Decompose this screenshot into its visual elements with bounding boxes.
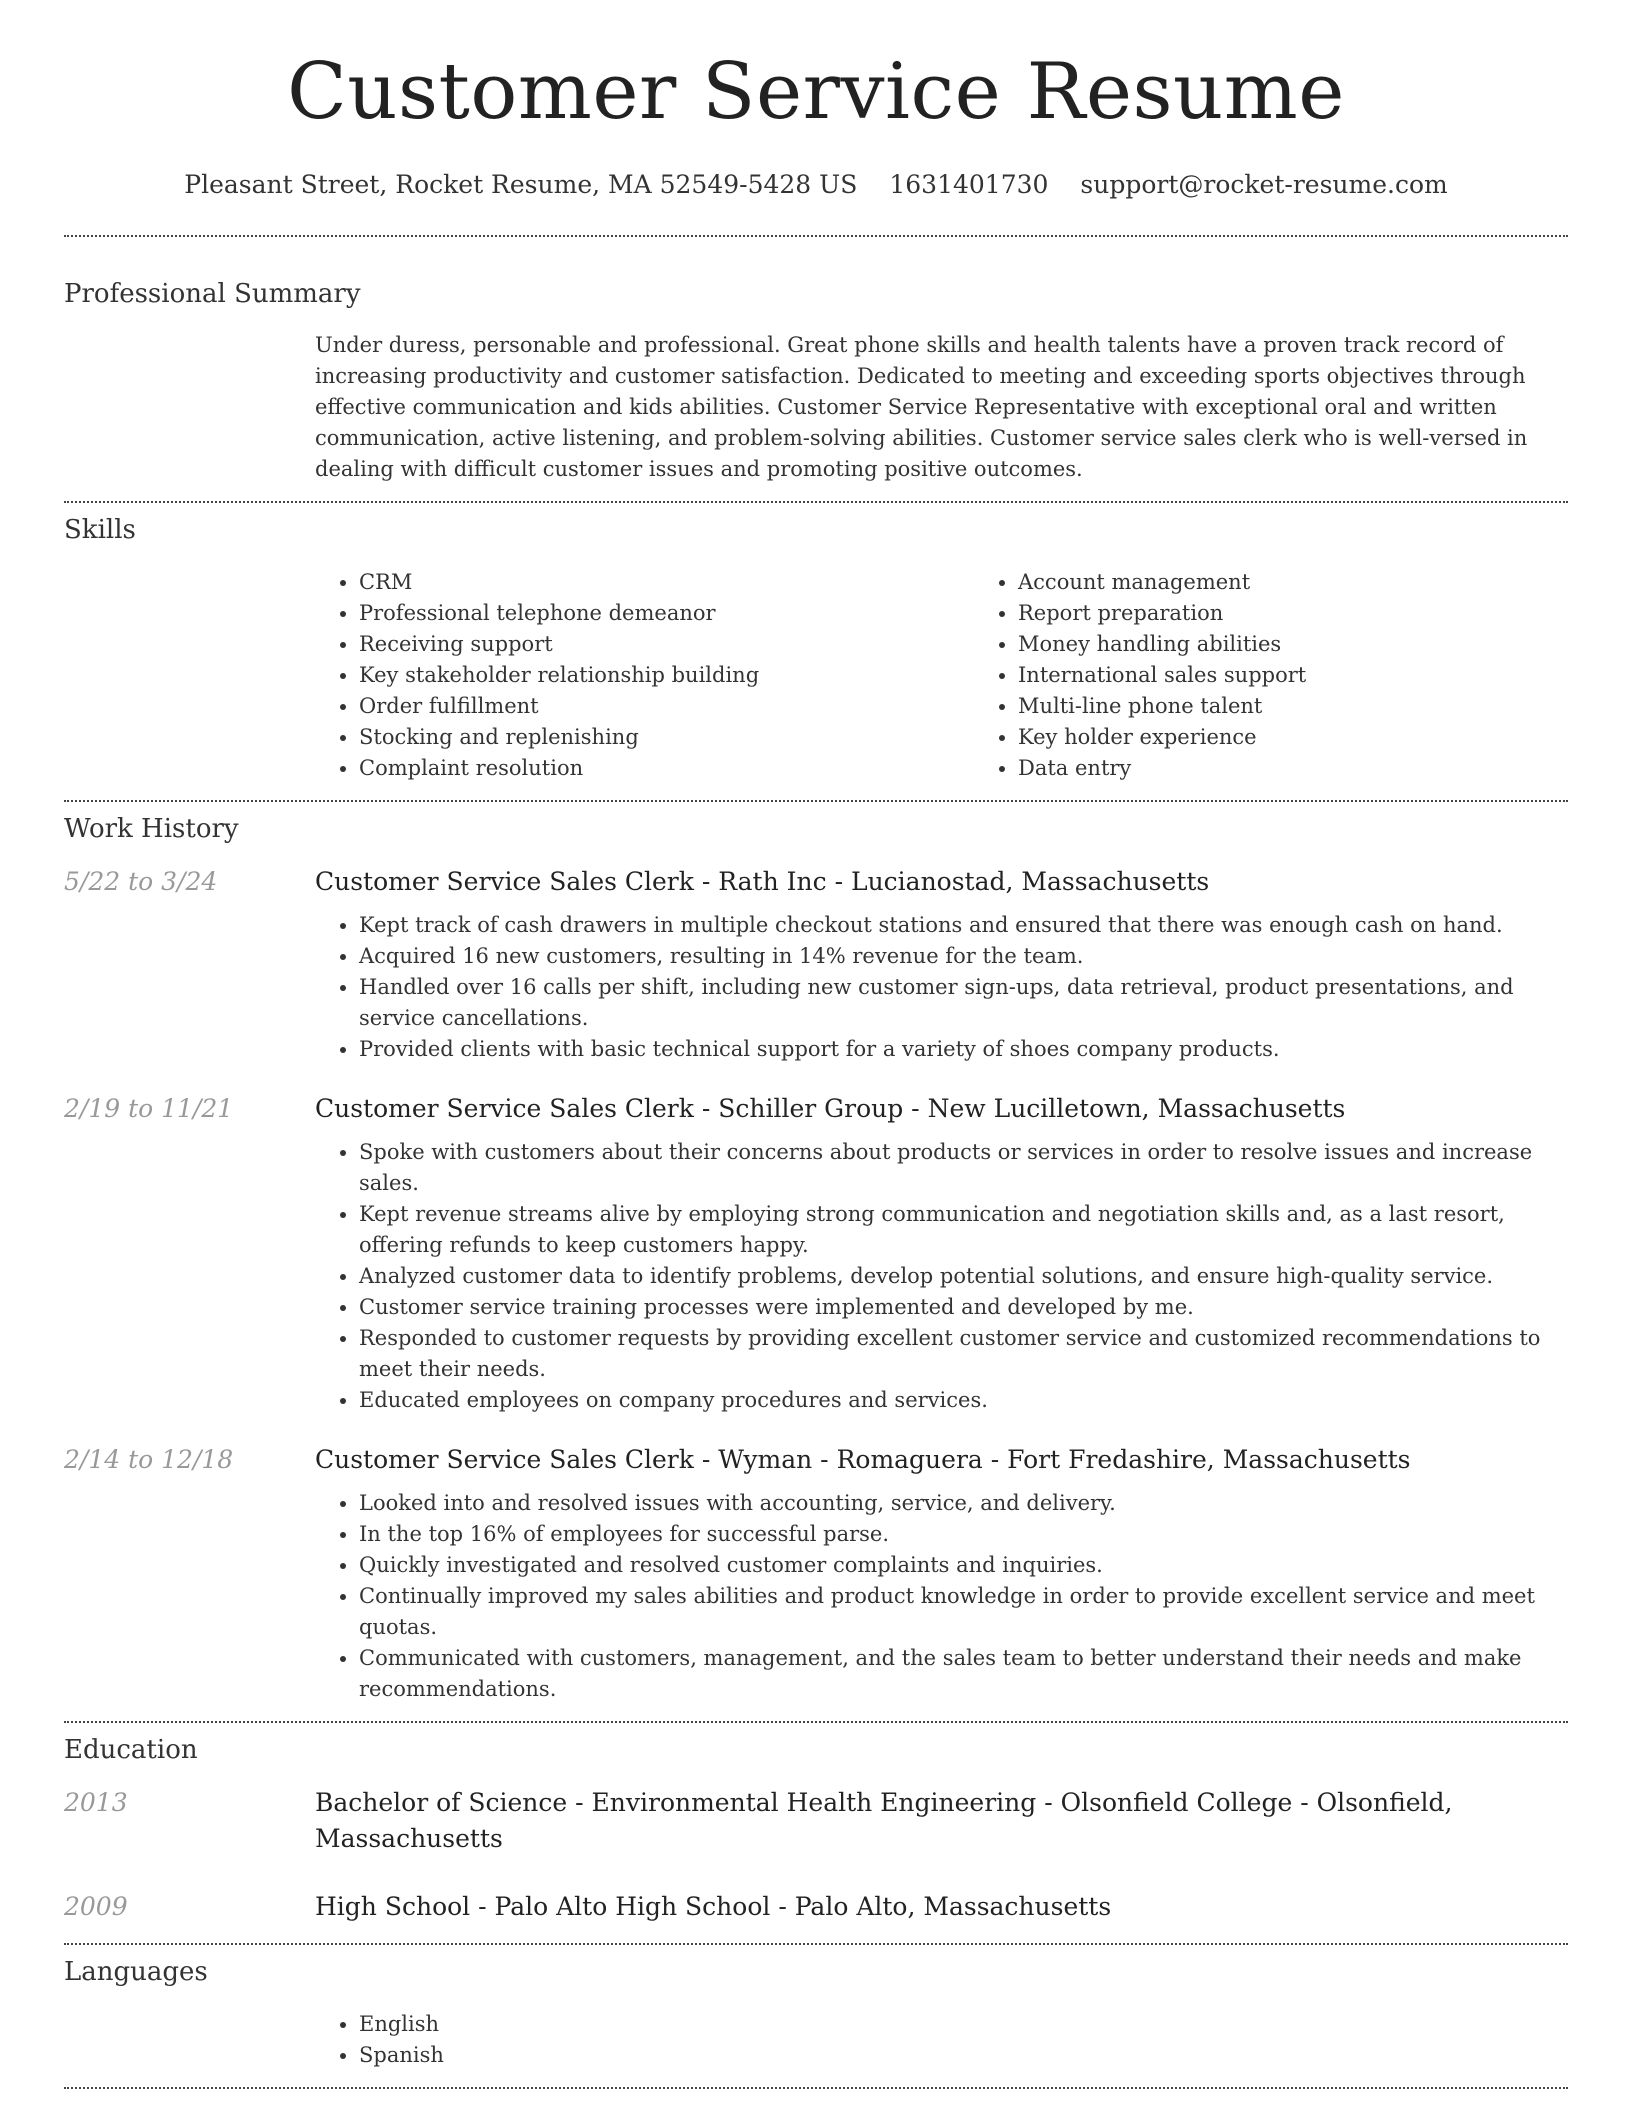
summary-section xyxy=(64,237,1568,485)
job-entry xyxy=(64,1442,1568,1705)
section-title-work: Work History xyxy=(64,813,239,844)
job-dates: 2/19 to 11/21 xyxy=(64,1093,234,1123)
job-bullet: • Handled over 16 calls per shift, including new customer sign-ups, data retrieval, product presentations, and service cancellations. xyxy=(359,972,1568,1034)
resume-name: Customer Service Resume xyxy=(287,47,1345,137)
job-bullet: • Continually improved my sales abilities and product knowledge in order to provide excellent service and meet quotas. xyxy=(359,1581,1568,1643)
skill-item: • Stocking and replenishing xyxy=(359,722,974,753)
language-item: • English xyxy=(359,2009,1568,2040)
section-title-languages: Languages xyxy=(64,1956,208,1987)
summary-text: Under duress, personable and professional. Great phone skills and health talents have a proven track record of increasing productivity and customer satisfaction. Dedicated to meeting and exceeding sports objectives through effective communication and kids abilities. Customer Service Representative with exceptional oral and written communication, active listening, and problem-solving abilities. Customer service sales clerk who is well-versed in dealing with difficult customer issues and promoting positive outcomes. xyxy=(315,332,1528,481)
skill-item: • Data entry xyxy=(1018,753,1632,784)
skill-item: • Money handling abilities xyxy=(1018,629,1632,660)
divider xyxy=(64,2087,1568,2089)
job-bullets xyxy=(315,1488,1568,1705)
job-bullet: • Responded to customer requests by providing excellent customer service and customized recommendations to meet their needs. xyxy=(359,1323,1568,1385)
job-bullets xyxy=(315,910,1568,1065)
contact-phone: 1631401730 xyxy=(889,169,1049,199)
job-bullet: • Acquired 16 new customers, resulting in 14% revenue for the team. xyxy=(359,941,1568,972)
job-heading: Customer Service Sales Clerk - Rath Inc - Lucianostad, Massachusetts xyxy=(315,866,1210,896)
skill-item: • Key stakeholder relationship building xyxy=(359,660,974,691)
job-bullet: • Looked into and resolved issues with accounting, service, and delivery. xyxy=(359,1488,1568,1519)
job-bullet: • Educated employees on company procedures and services. xyxy=(359,1385,1568,1416)
job-bullet: • Communicated with customers, management, and the sales team to better understand their needs and make recommendations. xyxy=(359,1643,1568,1705)
job-bullet: • In the top 16% of employees for successful parse. xyxy=(359,1519,1568,1550)
languages-section xyxy=(64,1945,1568,2071)
job-entry xyxy=(64,1091,1568,1416)
skill-item: • Complaint resolution xyxy=(359,753,974,784)
education-text: High School - Palo Alto High School - Palo Alto, Massachusetts xyxy=(315,1891,1112,1921)
job-heading: Customer Service Sales Clerk - Wyman - Romaguera - Fort Fredashire, Massachusetts xyxy=(315,1444,1411,1474)
languages-list xyxy=(315,2009,1568,2071)
job-bullet: • Kept revenue streams alive by employing strong communication and negotiation skills and, as a last resort, offering refunds to keep customers happy. xyxy=(359,1199,1568,1261)
education-section xyxy=(64,1723,1568,1925)
resume-header xyxy=(64,0,1568,199)
skill-item: • CRM xyxy=(359,567,974,598)
skills-list-right xyxy=(974,567,1632,784)
section-title-skills: Skills xyxy=(64,514,136,545)
job-entry xyxy=(64,864,1568,1065)
contact-line xyxy=(64,170,1568,199)
education-year: 2009 xyxy=(64,1891,128,1921)
contact-address: Pleasant Street, Rocket Resume, MA 52549-5428 US xyxy=(184,169,858,199)
skill-item: • Key holder experience xyxy=(1018,722,1632,753)
job-heading: Customer Service Sales Clerk - Schiller Group - New Lucilletown, Massachusetts xyxy=(315,1093,1346,1123)
skill-item: • Report preparation xyxy=(1018,598,1632,629)
education-year: 2013 xyxy=(64,1787,128,1817)
skills-section xyxy=(64,503,1568,784)
education-text: Bachelor of Science - Environmental Health Engineering - Olsonfield College - Olsonfield, Massachusetts xyxy=(315,1787,1453,1853)
skill-item: • Account management xyxy=(1018,567,1632,598)
language-item: • Spanish xyxy=(359,2040,1568,2071)
skill-item: • International sales support xyxy=(1018,660,1632,691)
job-bullet: • Quickly investigated and resolved customer complaints and inquiries. xyxy=(359,1550,1568,1581)
job-bullet: • Analyzed customer data to identify problems, develop potential solutions, and ensure high-quality service. xyxy=(359,1261,1568,1292)
job-dates: 5/22 to 3/24 xyxy=(64,866,218,896)
job-bullet: • Customer service training processes were implemented and developed by me. xyxy=(359,1292,1568,1323)
education-entry xyxy=(64,1889,1568,1925)
contact-email: support@rocket-resume.com xyxy=(1080,169,1448,199)
section-title-education: Education xyxy=(64,1734,198,1765)
job-bullet: • Spoke with customers about their concerns about products or services in order to resolve issues and increase sales. xyxy=(359,1137,1568,1199)
work-section xyxy=(64,802,1568,1705)
job-bullet: • Provided clients with basic technical support for a variety of shoes company products. xyxy=(359,1034,1568,1065)
skill-item: • Receiving support xyxy=(359,629,974,660)
job-dates: 2/14 to 12/18 xyxy=(64,1444,234,1474)
job-bullets xyxy=(315,1137,1568,1416)
skills-list-left xyxy=(315,567,974,784)
job-bullet: • Kept track of cash drawers in multiple checkout stations and ensured that there was enough cash on hand. xyxy=(359,910,1568,941)
skill-item: • Multi-line phone talent xyxy=(1018,691,1632,722)
education-entry xyxy=(64,1785,1568,1857)
section-title-summary: Professional Summary xyxy=(64,278,361,309)
skill-item: • Order fulfillment xyxy=(359,691,974,722)
skill-item: • Professional telephone demeanor xyxy=(359,598,974,629)
